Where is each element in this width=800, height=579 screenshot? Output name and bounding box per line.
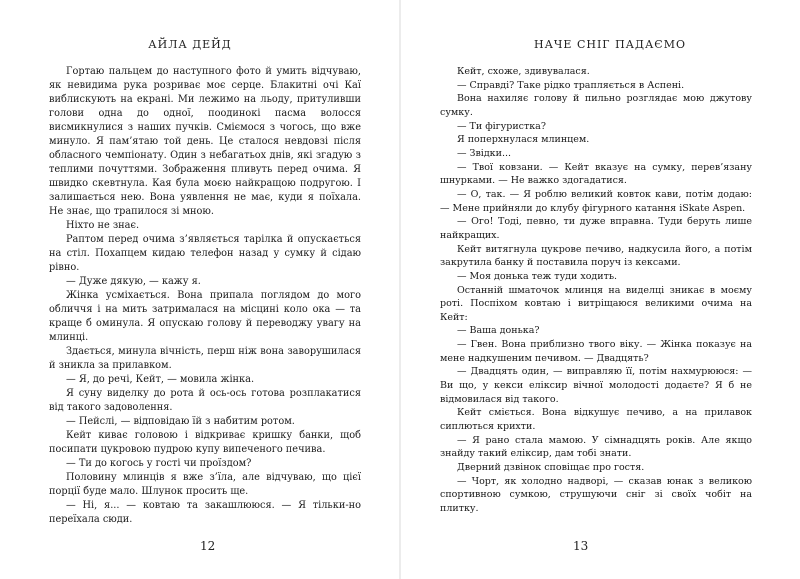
paragraph: — Ти фігуристка? [457,120,546,132]
paragraph: Я суну виделку до рота й ось-ось готова розплакатися від такого задоволення. [49,388,361,413]
paragraph: — Ваша донька? [457,325,540,337]
paragraph: — Я рано стала мамою. У сімнадцять років. Але якщо знайду такий еліксир, дам тобі знати. [440,434,752,460]
paragraph: — Я, до речі, Кейт, — мовила жінка. [66,374,255,385]
paragraph: — Гвен. Вона приблизно твого віку. — Жінка показує на мене надкушеним печивом. — Двадцять? [440,339,752,364]
paragraph: Кейт, схоже, здивувалася. [457,66,590,77]
paragraph: Дверний дзвінок сповіщає про гостя. [457,462,645,474]
running-head-author: АЙЛА ДЕЙД [148,38,232,51]
paragraph: Кейт витягнула цукрове печиво, надкусила його, а потім закрутила банку й поставила поруч із кексами. [440,243,752,269]
paragraph: Кейт киває головою і відкриває кришку банки, щоб посипати цукровою пудрою купу випеченого печива. [49,430,361,455]
paragraph: Останній шматочок млинця на виделці зникає в моєму роті. Поспіхом ковтаю і витріщаюся великими очима на Кейт: [440,284,752,323]
paragraph: — Ти до когось у гості чи проїздом? [66,458,252,469]
paragraph: — Чорт, як холодно надворі, — сказав юнак з великою спортивною сумкою, струшуючи сніг зі своїх чобіт на плитку. [440,475,752,514]
paragraph: Ніхто не знає. [66,220,140,231]
paragraph: — О, так. — Я роблю великий ковток кави, потім додаю: — Мене прийняли до клубу фігурного катання iSkate Aspen. [440,188,752,214]
paragraph: — Ні, я... — ковтаю та закашлююся. — Я тільки-но переїхала сюди. [49,500,361,525]
paragraph: — Дуже дякую, — кажу я. [66,276,201,287]
paragraph: — Пейслі, — відповідаю їй з набитим ротом. [66,416,295,427]
paragraph: — Справді? Таке рідко трапляється в Аспені. [457,79,685,91]
paragraph: Вона нахиляє голову й пильно розглядає мою джутову сумку. [440,93,752,118]
paragraph: Здається, минула вічність, перш ніж вона заворушилася й зникла за прилавком. [49,346,361,371]
paragraph: — Моя донька теж туди ходить. [457,270,618,282]
left-page-text [49,65,361,527]
paragraph: Раптом перед очима з’являється тарілка й опускається на стіл. Похапцем кидаю телефон назад у сумку й сідаю рівно. [49,234,361,273]
paragraph: Кейт сміється. Вона відкушує печиво, а на прилавок сиплються крихти. [440,407,752,433]
page-number-left: 12 [200,539,216,553]
right-page-text [440,65,752,516]
page-number-right: 13 [573,539,589,553]
paragraph: Половину млинців я вже з’їла, але відчуваю, що цієї порції буде мало. Шлунок просить ще. [49,472,361,497]
right-page [400,0,800,579]
paragraph: — Твої ковзани. — Кейт вказує на сумку, перев’язану шнурками. — Не важко здогадатися. [440,161,752,187]
paragraph: — Ого! Тоді, певно, ти дуже вправна. Туди беруть лише найкращих. [440,216,752,241]
paragraph: — Звідки... [457,147,512,159]
paragraph: — Двадцять один, — виправляю її, потім нахмурююся: — Ви що, у кекси еліксир вічної молодості додаєте? Я б не відмовилася від такого. [440,366,752,405]
paragraph: Я поперхнулася млинцем. [457,134,590,146]
running-head-title: НАЧЕ СНІГ ПАДАЄМО [534,38,686,51]
paragraph: Жінка усміхається. Вона припала поглядом до мого обличчя і на мить затрималася на місцині коло ока — та краще б оминула. Я опускаю голову й переводжу увагу на млинці. [49,290,361,343]
paragraph: Гортаю пальцем до наступного фото й умить відчуваю, як невидима рука розриває моє серце. Блакитні очі Каї виблискують на екрані. Ми лежимо на льоду, притуливши голови одна до одної, поодинокі пасма волосся висмикнулися з наших пучків. Сміємося з чогось, що вже минуло. Я пам’ятаю той день. Це сталося невдовзі після обласного чемпіонату. Один з небагатьох днів, які згадую з теплими почуттями. Зображення пливуть перед очима. Я швидко скевтнула. Кая була моєю найкращою подругою. І залишається нею. Вона уявлення не має, куди я поїхала. Не знає, що трапилося зі мною. [49,66,361,217]
